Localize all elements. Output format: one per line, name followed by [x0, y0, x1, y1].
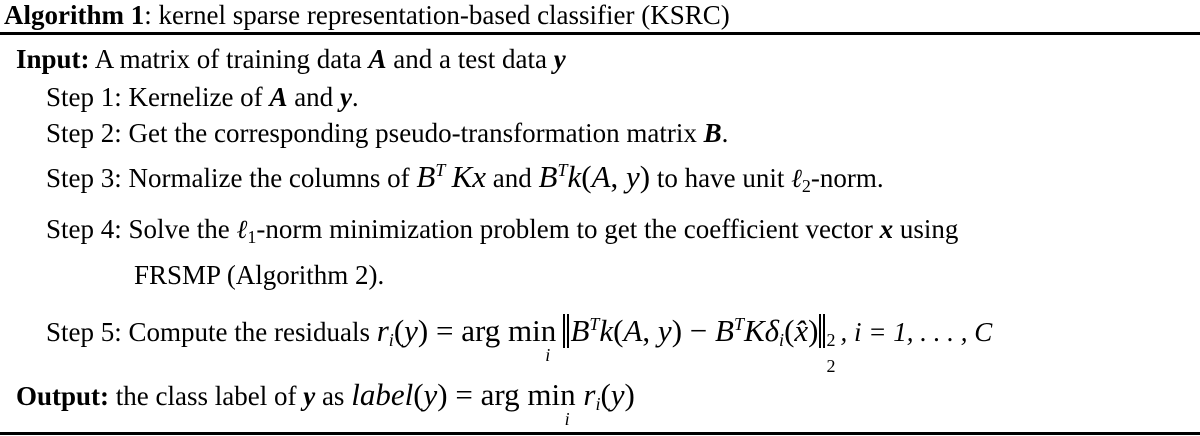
output-text-b: as [315, 381, 352, 411]
input-text-b: and a test data [386, 44, 554, 74]
argmin-operator: arg min i [480, 377, 576, 429]
step-3-norm-sub: 2 [801, 176, 811, 196]
step-4 [46, 214, 958, 245]
ell-symbol: ℓ [236, 215, 248, 245]
step-3-prefix: Step 3: Normalize the columns of [46, 163, 417, 193]
step-2 [46, 118, 728, 148]
step-2-prefix: Step 2: Get the corresponding pseudo-transformation matrix [46, 118, 704, 148]
step-4-continuation-text: FRSMP (Algorithm 2). [134, 260, 385, 290]
step-4-norm-sub: 1 [247, 227, 257, 247]
step-4-mid: -norm minimization problem to get the coefficient vector [256, 214, 880, 244]
step-5-prefix: Step 5: Compute the residuals [46, 317, 377, 347]
step-3-expr-a: $B^T$ Kx [416, 159, 487, 194]
step-3-mid: and [486, 163, 539, 193]
algorithm-label: Algorithm 1 [4, 0, 145, 30]
ell-symbol: ℓ [791, 164, 802, 194]
input-line [16, 44, 566, 74]
argmin-operator: arg min i [461, 313, 557, 365]
output-label: Output: [16, 381, 110, 411]
input-var-a: A [368, 44, 387, 74]
step-2-var: B [703, 118, 722, 148]
step-3 [46, 159, 884, 196]
step-1-var-b: y [339, 82, 352, 112]
output-line [16, 377, 635, 429]
step-1 [46, 82, 359, 112]
output-var: y [303, 381, 316, 411]
step-4-var: x [879, 214, 894, 244]
input-var-b: y [553, 44, 566, 74]
output-text-a: the class label of [109, 381, 304, 411]
step-5-formula: $r_i(y)$ = arg min i $B^Tk(A$, $y) - B^TK\delta_i(x̂)$ 2 2 [376, 313, 836, 376]
step-5-tail: , i = 1, . . . , C [840, 317, 993, 347]
step-1-end: . [351, 82, 359, 112]
step-4-continuation [134, 260, 384, 290]
step-1-var-a: A [269, 82, 288, 112]
input-text-a: A matrix of training data [89, 44, 369, 74]
step-1-mid: and [287, 82, 340, 112]
step-1-prefix: Step 1: Kernelize of [46, 82, 270, 112]
step-3-expr-b: $B^Tk(A$, y) [538, 159, 651, 194]
output-formula: label(y) = arg min i $r_i(y)$ [351, 377, 635, 429]
step-3-suffix: to have unit [650, 163, 792, 193]
step-4-prefix: Step 4: Solve the [46, 214, 237, 244]
bottom-rule [0, 432, 1200, 435]
step-2-end: . [721, 118, 729, 148]
step-3-end: -norm. [810, 163, 884, 193]
step-4-end: using [893, 214, 959, 244]
algorithm-title-text: : kernel sparse representation-based classifier (KSRC) [144, 0, 730, 30]
step-5 [46, 313, 993, 376]
top-rule [0, 32, 1200, 35]
input-label: Input: [16, 44, 90, 74]
algorithm-title [4, 0, 730, 30]
